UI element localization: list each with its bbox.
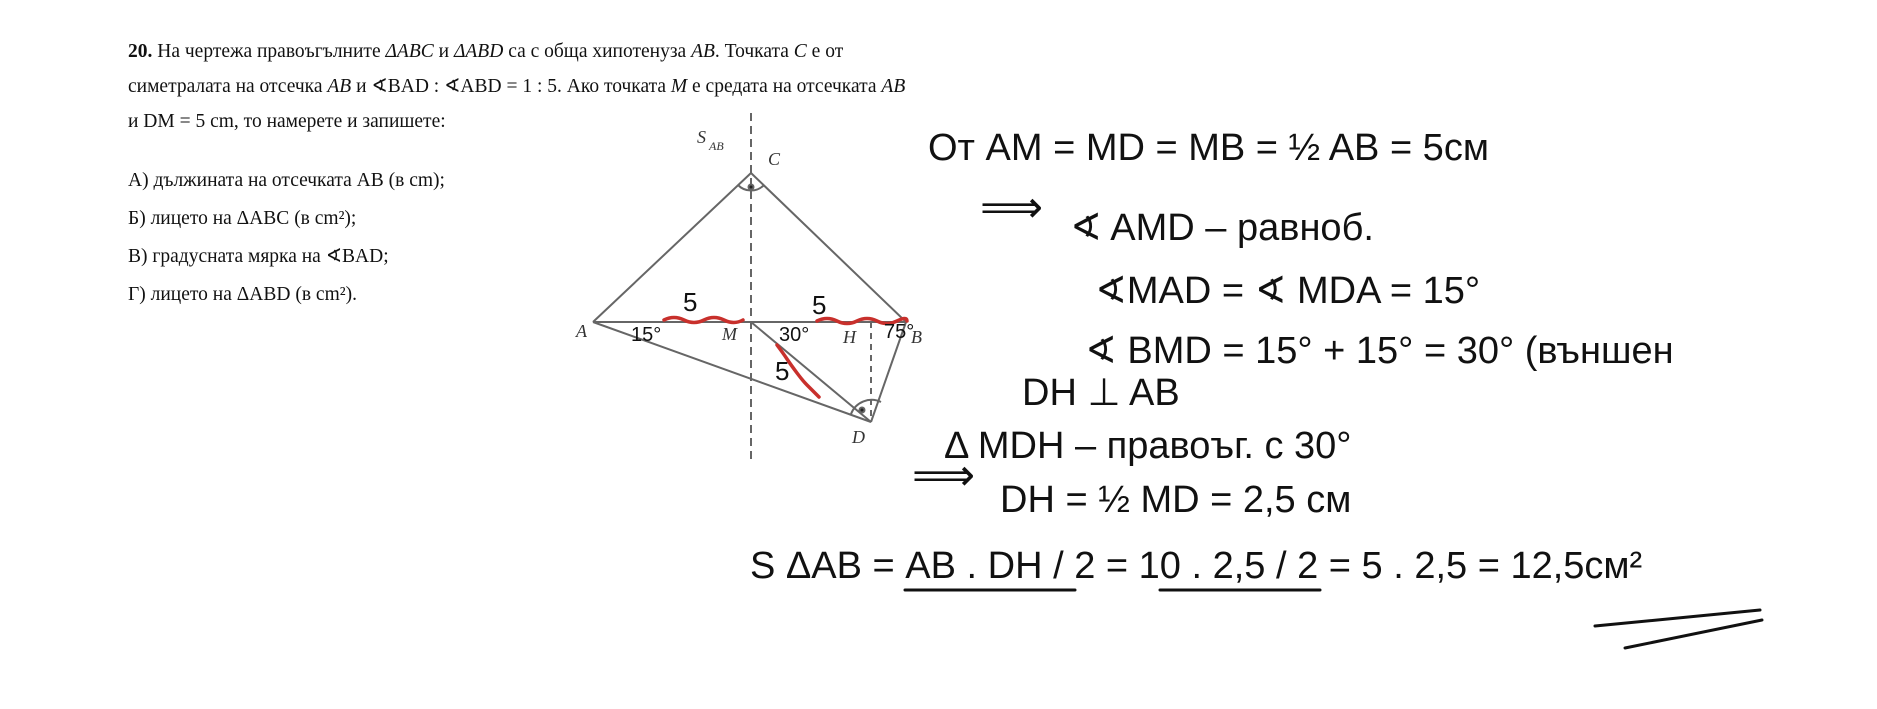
label-s-ab-sub: AB	[709, 139, 724, 153]
annot-ang-a: 15°	[631, 324, 662, 346]
label-a: A	[576, 321, 587, 341]
hw-line-9: DH = ½ MD = 2,5 см	[1000, 479, 1352, 521]
fraction-bars	[905, 590, 1762, 648]
annot-mb: 5	[812, 290, 827, 320]
question-d: Г) лицето на ΔABD (в cm²).	[128, 284, 357, 305]
point-m: M	[670, 76, 688, 97]
annot-ang-b: 75°	[884, 321, 915, 343]
text: са с обща хипотенуза	[503, 41, 692, 62]
annot-am: 5	[683, 287, 698, 317]
hw-line-5: ∢ BMD = 15° + 15° = 30° (външен	[1085, 330, 1674, 372]
text: е от	[806, 41, 844, 62]
hw-line-7: Δ MDH – правоъг. с 30°	[944, 425, 1352, 467]
text: и ∢BAD : ∢ABD = 1 : 5. Ако точката	[351, 76, 671, 97]
question-b: Б) лицето на ΔABC (в cm²);	[128, 208, 357, 229]
hw-line-4: ∢MAD = ∢ MDA = 15°	[1095, 270, 1481, 312]
text: е средата на отсечката	[687, 76, 882, 97]
label-m: M	[722, 324, 737, 344]
triangle-abd: ΔABD	[453, 41, 504, 62]
problem-number: 20.	[128, 41, 153, 62]
hw-line-10: S ΔАВ = AB . DH / 2 = 10 . 2,5 / 2 = 5 . 2,5 = 12,5см²	[750, 545, 1643, 587]
answer-underline	[1595, 610, 1762, 648]
annot-ang-m: 30°	[779, 324, 810, 346]
hw-arrow-2: ⟹	[912, 451, 976, 500]
label-c: C	[768, 149, 781, 169]
hypotenuse: AB	[691, 41, 715, 62]
segment-ac	[593, 173, 751, 322]
text: и	[433, 41, 454, 62]
segment-ab: AB	[327, 76, 352, 97]
hw-arrow-1: ⟹	[980, 183, 1044, 232]
question-a: А) дължината на отсечката AB (в cm);	[128, 170, 445, 191]
segment-ab: AB	[881, 76, 906, 97]
right-angle-d-dot	[860, 408, 865, 413]
text: симетралата на отсечка	[128, 76, 328, 97]
triangle-abc: ΔABC	[385, 41, 434, 62]
hw-line-6: DH ⊥ AB	[1022, 372, 1180, 414]
label-s-ab: S	[697, 127, 706, 147]
label-b: B	[911, 327, 922, 347]
segment-cb	[751, 173, 906, 322]
question-c: В) градусната мярка на ∢BAD;	[128, 246, 389, 267]
point-c: C	[793, 41, 807, 62]
hw-line-3: ∢ AMD – равноб.	[1070, 207, 1374, 249]
problem-line-3: и DM = 5 cm, то намерете и запишете:	[128, 111, 446, 132]
label-d: D	[852, 427, 865, 447]
label-h: H	[843, 327, 856, 347]
handwritten-solution	[750, 127, 1674, 587]
text: На чертежа правоъгълните	[152, 41, 386, 62]
right-angle-c-dot	[749, 185, 754, 190]
hw-line-1: От AM = MD = MB = ½ AB = 5см	[928, 127, 1489, 169]
text: . Точката	[714, 41, 794, 62]
geometry-figure	[593, 113, 906, 460]
annot-md: 5	[775, 356, 790, 386]
